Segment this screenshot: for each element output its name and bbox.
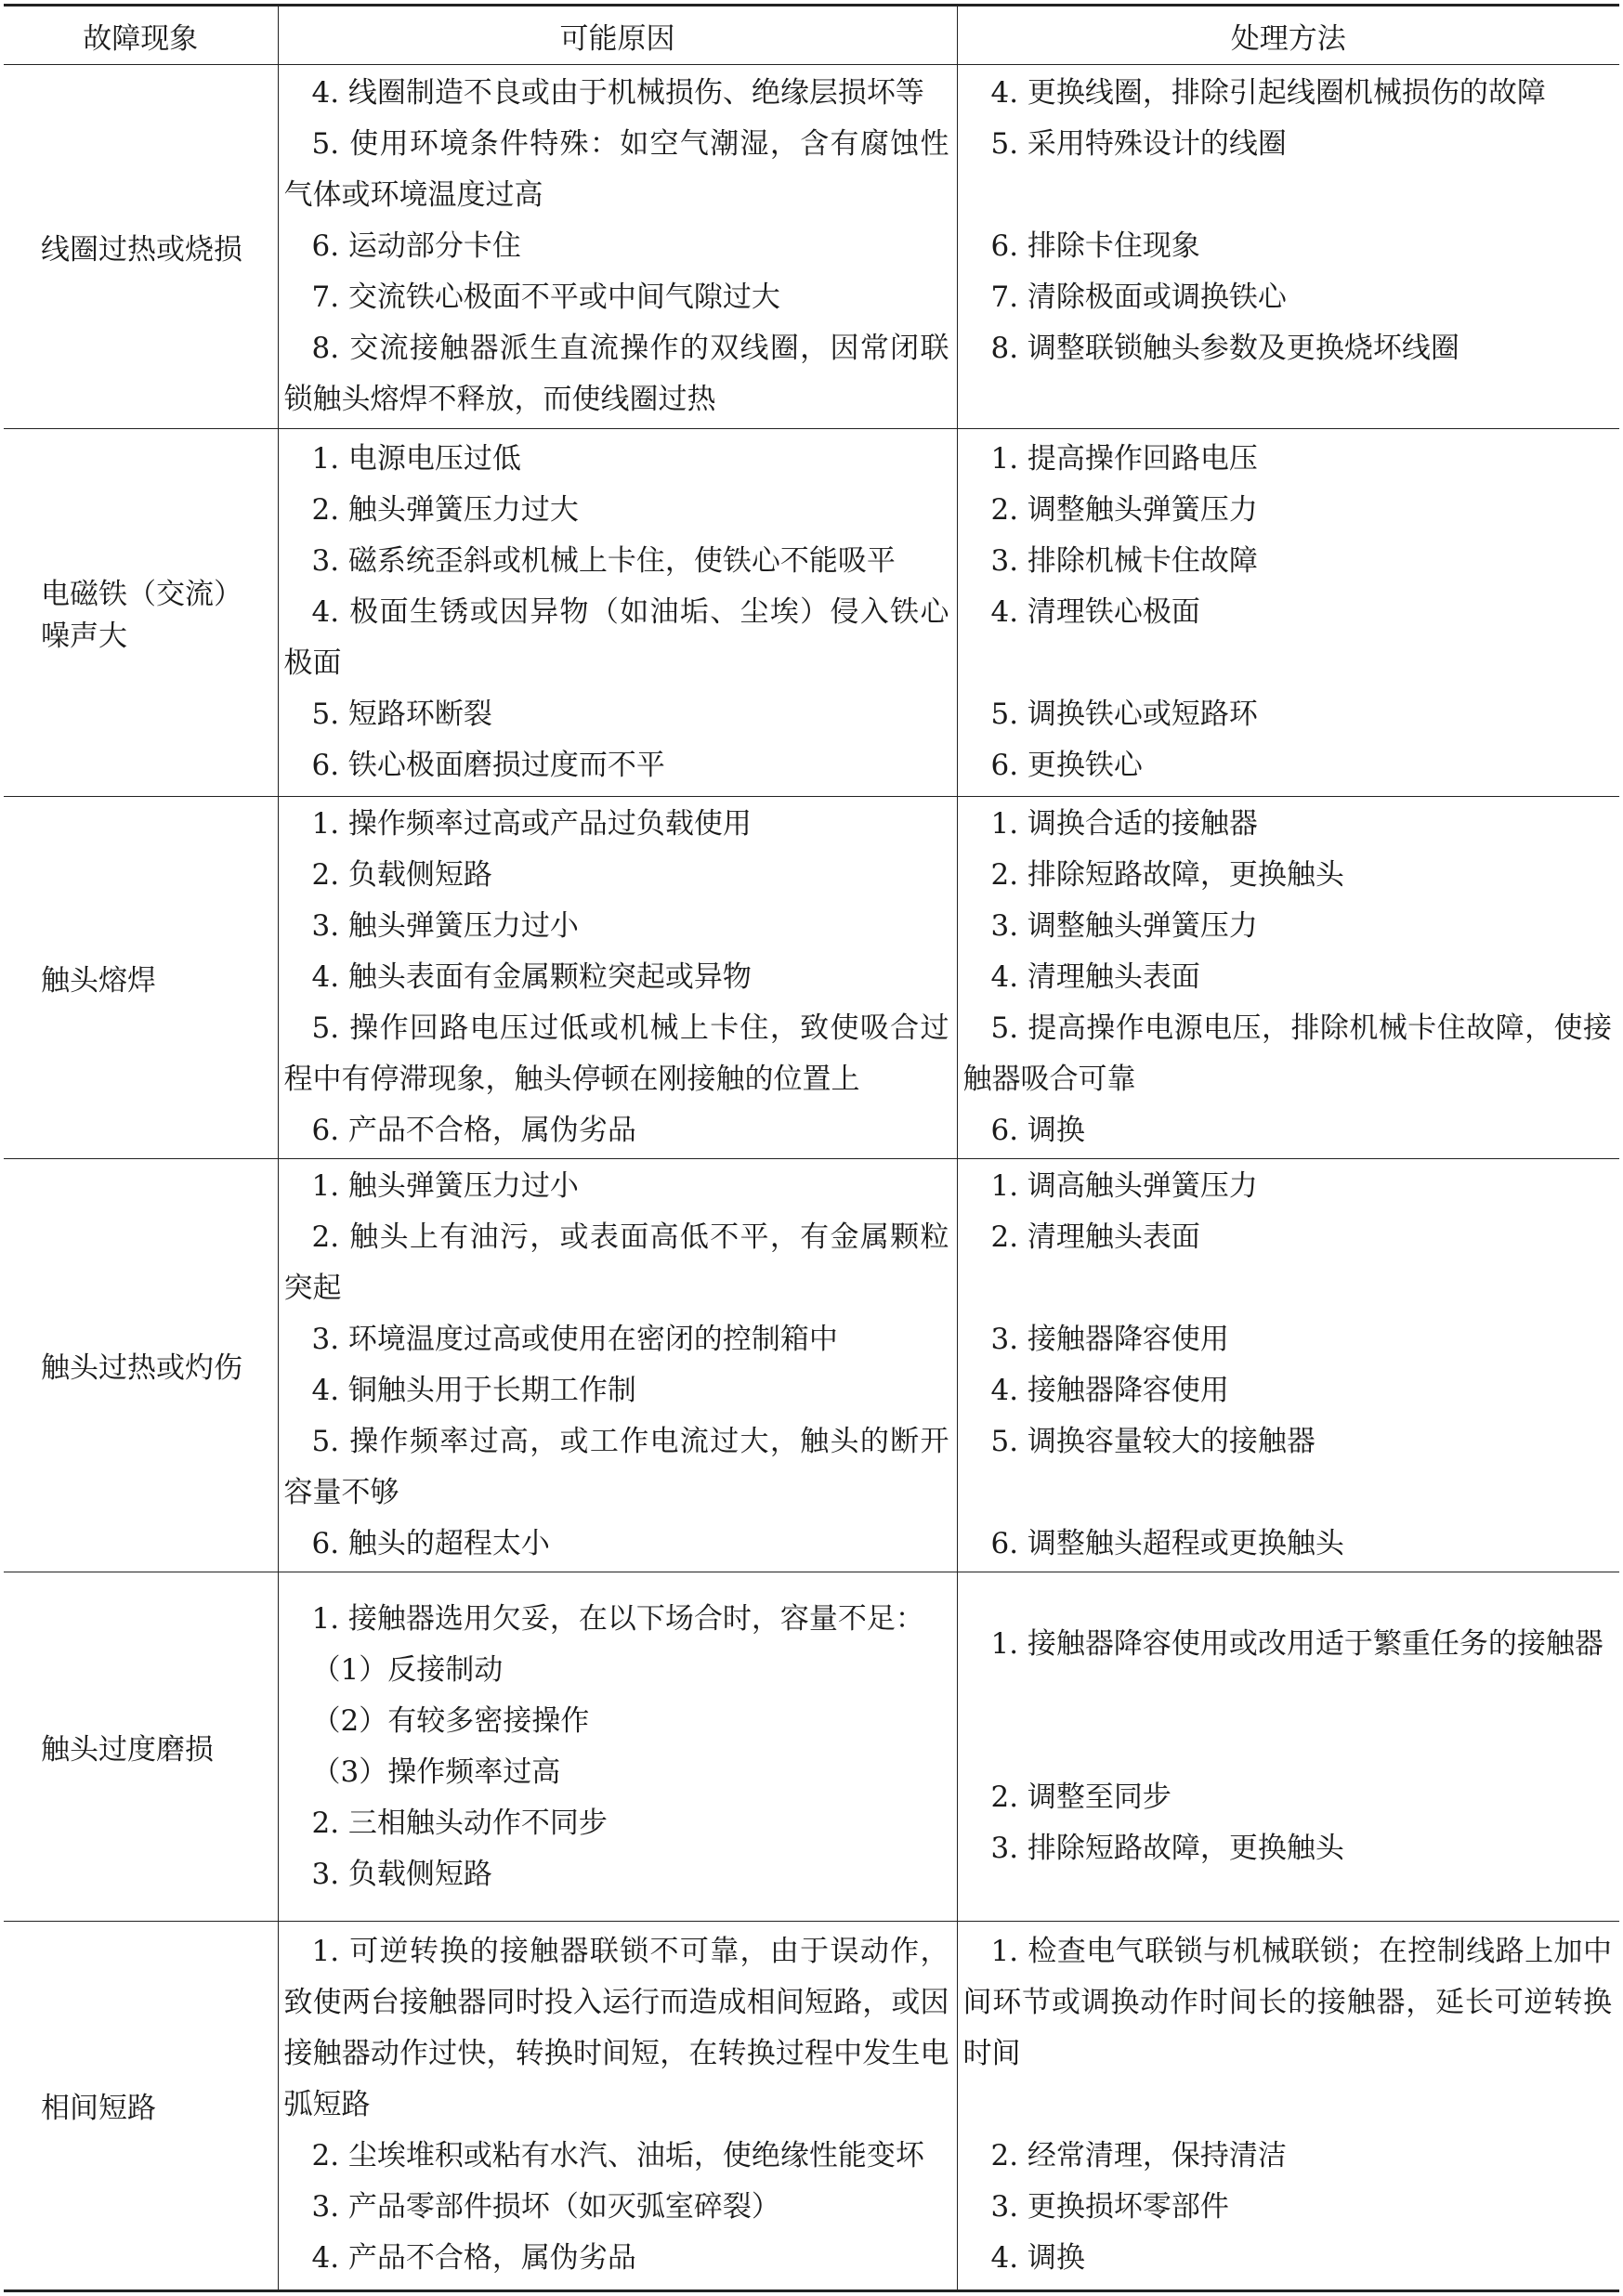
cause-line: 7. 交流铁心极面不平或中间气隙过大 — [311, 280, 780, 314]
cause-line: （3）操作频率过高 — [311, 1755, 561, 1789]
method-line: 1. 调换合适的接触器 — [990, 806, 1258, 841]
method-line: 5. 调换容量较大的接触器 — [990, 1424, 1315, 1458]
method-line — [963, 170, 1613, 221]
method-line: 8. 调整联锁触头参数及更换烧坏线圈 — [990, 331, 1459, 365]
symptom-cell: 触头熔焊 — [4, 796, 278, 1158]
cause-line: （2）有较多密接操作 — [311, 1703, 590, 1738]
method-cell — [957, 1158, 1619, 1572]
header-row — [4, 6, 1619, 65]
method-line: 6. 更换铁心 — [990, 748, 1143, 782]
symptom-cell: 线圈过热或烧损 — [41, 232, 242, 267]
cause-cell — [278, 1921, 957, 2290]
cause-line: 3. 触头弹簧压力过小 — [311, 908, 579, 943]
cause-cell — [278, 428, 957, 796]
cause-line: 5. 使用环境条件特殊：如空气潮湿，含有腐蚀性气体或环境温度过高 — [283, 126, 949, 212]
table-row — [4, 1158, 1619, 1572]
method-line — [963, 1670, 1613, 1721]
method-line — [963, 1468, 1613, 1519]
cause-line: 6. 产品不合格，属伪劣品 — [311, 1113, 636, 1147]
cause-cell — [278, 1158, 957, 1572]
method-line: 4. 清理触头表面 — [990, 959, 1200, 994]
method-line: 6. 调换 — [990, 1113, 1085, 1147]
cause-line: 6. 运动部分卡住 — [311, 228, 521, 263]
method-cell — [957, 428, 1619, 796]
symptom-cell: 相间短路 — [4, 1921, 278, 2290]
table-row — [4, 428, 1619, 796]
cause-line: 2. 三相触头动作不同步 — [311, 1806, 608, 1840]
cause-line: （1）反接制动 — [311, 1652, 504, 1687]
header-cause: 可能原因 — [278, 6, 957, 65]
cause-line: 1. 触头弹簧压力过小 — [311, 1168, 579, 1203]
table-row — [4, 796, 1619, 1158]
table-row — [4, 1921, 1619, 2290]
cause-line: 1. 可逆转换的接触器联锁不可靠，由于误动作，致使两台接触器同时投入运行而造成相间短路，或因接触器动作过快，转换时间短，在转换过程中发生电弧短路 — [283, 1935, 949, 2122]
method-line: 4. 调换 — [990, 2241, 1085, 2276]
method-line: 2. 调整触头弹簧压力 — [990, 492, 1258, 527]
cause-line: 2. 触头弹簧压力过大 — [311, 492, 579, 527]
method-cell — [957, 796, 1619, 1158]
cause-line: 3. 产品零部件损坏（如灭弧室碎裂） — [311, 2190, 780, 2224]
cause-cell — [278, 796, 957, 1158]
cause-line: 5. 短路环断裂 — [311, 697, 492, 731]
cause-line: 2. 尘埃堆积或粘有水汽、油垢，使绝缘性能变坏 — [311, 2139, 924, 2173]
method-line — [963, 1263, 1613, 1314]
cause-line: 6. 触头的超程太小 — [311, 1526, 550, 1560]
cause-cell — [278, 65, 957, 429]
cause-line: 4. 产品不合格，属伪劣品 — [311, 2241, 636, 2276]
cause-line: 1. 操作频率过高或产品过负载使用 — [311, 806, 752, 841]
table-row — [4, 1572, 1619, 1922]
symptom-cell: 触头过热或灼伤 — [4, 1158, 278, 1572]
method-line: 3. 更换损坏零部件 — [990, 2190, 1229, 2224]
cause-line: 1. 接触器选用欠妥，在以下场合时，容量不足： — [311, 1601, 924, 1636]
method-line: 1. 提高操作回路电压 — [990, 441, 1258, 476]
method-line: 6. 调整触头超程或更换触头 — [990, 1526, 1344, 1560]
method-line — [963, 374, 1613, 425]
cause-line: 2. 负载侧短路 — [311, 857, 492, 892]
method-line: 7. 清除极面或调换铁心 — [990, 280, 1287, 314]
cause-line: 8. 交流接触器派生直流操作的双线圈，因常闭联锁触头熔焊不释放，而使线圈过热 — [283, 331, 949, 416]
method-line: 4. 清理铁心极面 — [990, 594, 1200, 629]
method-line: 5. 提高操作电源电压，排除机械卡住故障，使接触器吸合可靠 — [962, 1011, 1612, 1096]
cause-line: 3. 环境温度过高或使用在密闭的控制箱中 — [311, 1322, 838, 1356]
method-cell — [957, 65, 1619, 429]
method-line: 3. 排除短路故障，更换触头 — [990, 1832, 1344, 1866]
cause-line: 4. 铜触头用于长期工作制 — [311, 1373, 636, 1407]
table-row — [4, 65, 1619, 429]
method-cell — [957, 1921, 1619, 2290]
cause-line: 5. 操作频率过高，或工作电流过大，触头的断开容量不够 — [283, 1424, 949, 1509]
method-line: 1. 调高触头弹簧压力 — [990, 1168, 1258, 1203]
symptom-cell: 电磁铁（交流）噪声大 — [4, 428, 278, 796]
table-body — [4, 65, 1619, 2291]
method-line: 5. 调换铁心或短路环 — [990, 697, 1258, 731]
method-line: 3. 接触器降容使用 — [990, 1322, 1229, 1356]
cause-line: 4. 极面生锈或因异物（如油垢、尘埃）侵入铁心极面 — [283, 594, 949, 680]
method-line: 2. 经常清理，保持清洁 — [990, 2139, 1287, 2173]
cause-line: 4. 线圈制造不良或由于机械损伤、绝缘层损坏等 — [311, 75, 924, 110]
method-line: 2. 排除短路故障，更换触头 — [990, 857, 1344, 892]
cause-line: 6. 铁心极面磨损过度而不平 — [311, 748, 665, 782]
cause-line: 3. 负载侧短路 — [311, 1857, 492, 1891]
method-line: 2. 清理触头表面 — [990, 1220, 1200, 1254]
method-line: 4. 更换线圈，排除引起线圈机械损伤的故障 — [990, 75, 1546, 110]
cause-line: 4. 触头表面有金属颗粒突起或异物 — [311, 959, 752, 994]
cause-line: 2. 触头上有油污，或表面高低不平，有金属颗粒突起 — [283, 1220, 949, 1305]
fault-table — [4, 4, 1619, 2292]
cause-line: 5. 操作回路电压过低或机械上卡住，致使吸合过程中有停滞现象，触头停顿在刚接触的位置上 — [283, 1011, 949, 1096]
method-line: 5. 采用特殊设计的线圈 — [990, 126, 1287, 161]
cause-line: 1. 电源电压过低 — [311, 441, 521, 476]
method-line — [963, 1721, 1613, 1772]
method-line: 2. 调整至同步 — [990, 1781, 1171, 1815]
method-line: 1. 检查电气联锁与机械联锁；在控制线路上加中间环节或调换动作时间长的接触器，延长可逆转换时间 — [962, 1935, 1612, 2071]
method-line: 1. 接触器降容使用或改用适于繁重任务的接触器 — [990, 1627, 1603, 1662]
method-cell — [957, 1572, 1619, 1922]
header-method: 处理方法 — [957, 6, 1619, 65]
method-line: 4. 接触器降容使用 — [990, 1373, 1229, 1407]
method-line: 3. 调整触头弹簧压力 — [990, 908, 1258, 943]
method-line: 3. 排除机械卡住故障 — [990, 543, 1258, 578]
cause-cell — [278, 1572, 957, 1922]
method-line: 6. 排除卡住现象 — [990, 228, 1200, 263]
method-line — [963, 638, 1613, 689]
method-line — [963, 2080, 1613, 2131]
header-symptom: 故障现象 — [4, 6, 278, 65]
symptom-cell: 触头过度磨损 — [4, 1572, 278, 1922]
cause-line: 3. 磁系统歪斜或机械上卡住，使铁心不能吸平 — [311, 543, 896, 578]
